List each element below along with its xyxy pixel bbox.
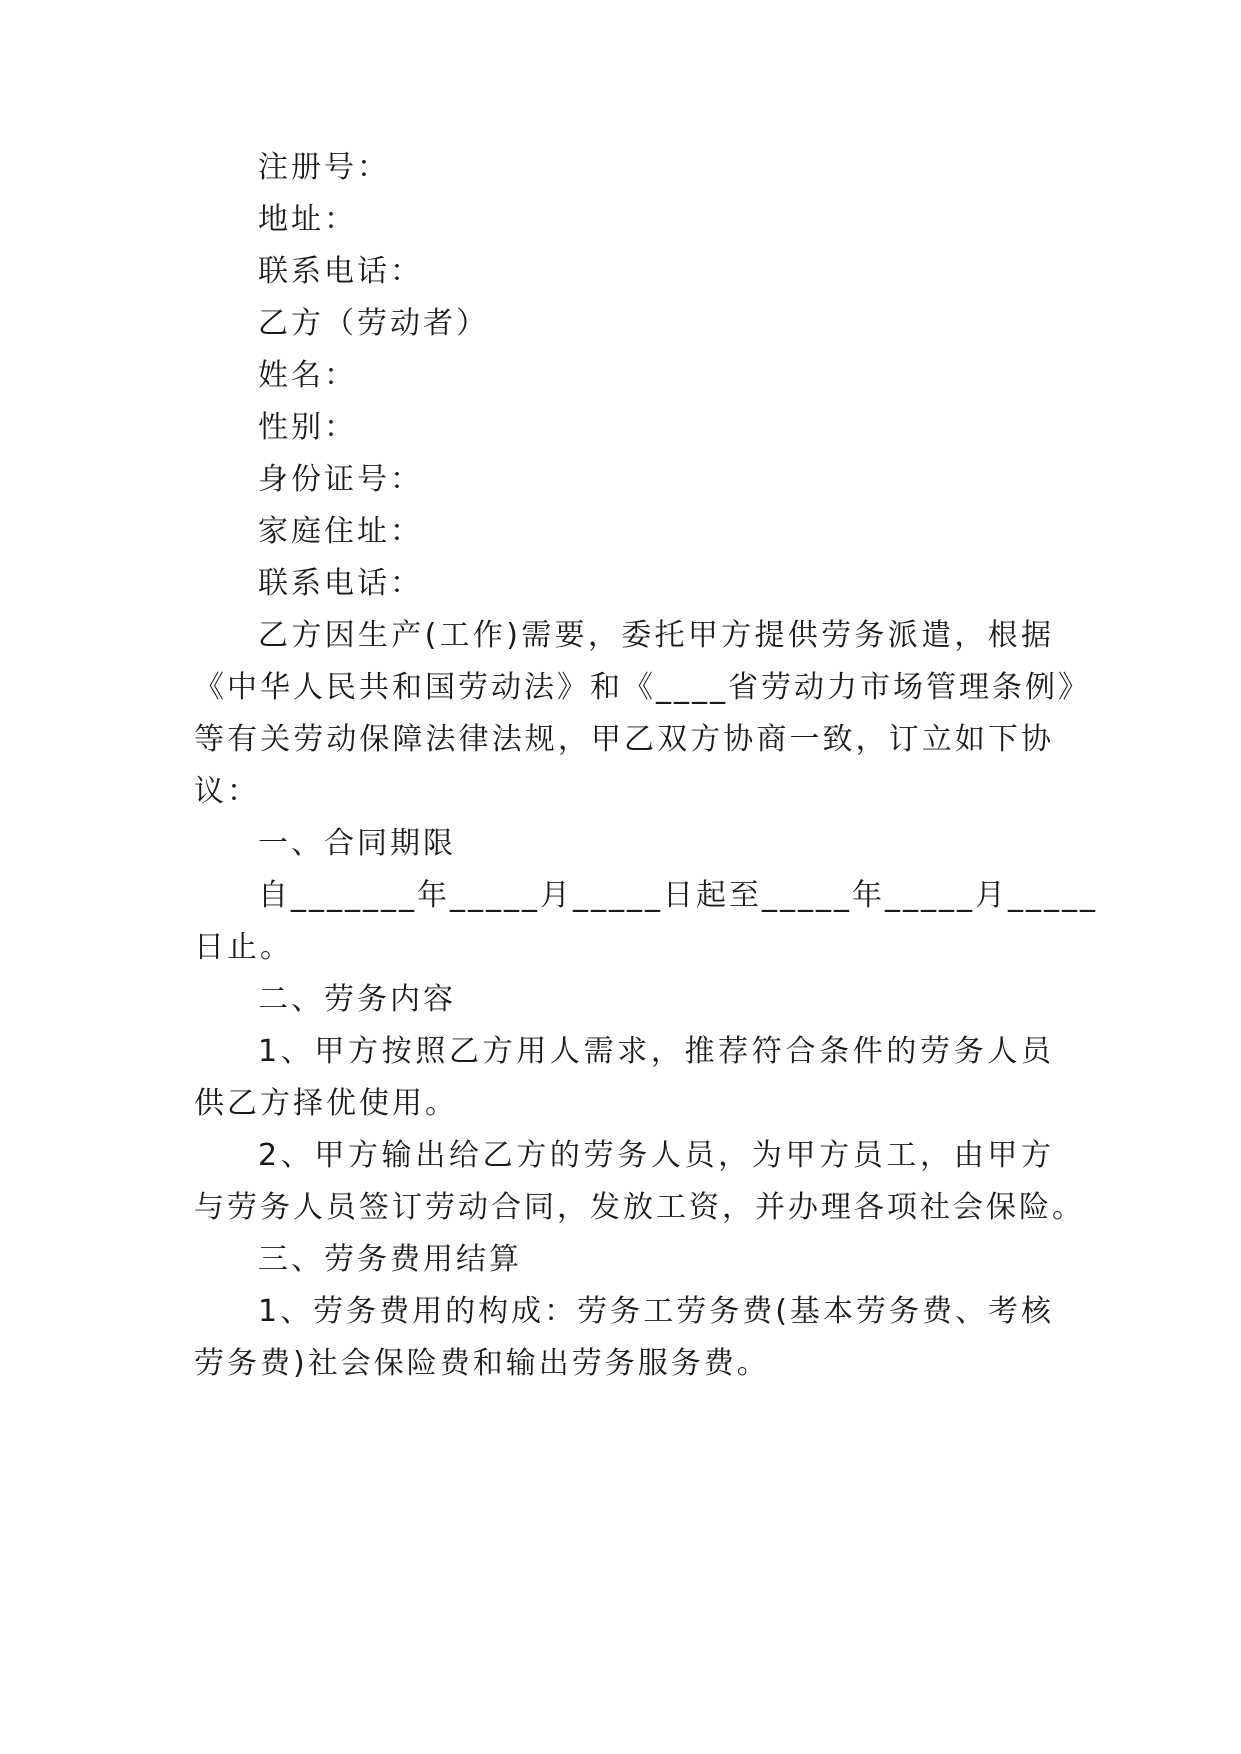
section-2-item-2-line-2: 与劳务人员签订劳动合同，发放工资，并办理各项社会保险。 bbox=[194, 1190, 1085, 1225]
contract-term-line-1: 自_______年_____月_____日起至_____年_____月_____ bbox=[258, 878, 1098, 913]
section-2-item-1-line-1: 1、甲方按照乙方用人需求，推荐符合条件的劳务人员 bbox=[258, 1034, 1054, 1069]
intro-paragraph-line-2: 《中华人民共和国劳动法》和《____省劳动力市场管理条例》 bbox=[194, 670, 1091, 705]
gender-field: 性别： bbox=[258, 410, 357, 445]
phone-field: 联系电话： bbox=[258, 254, 423, 289]
section-3-title: 三、劳务费用结算 bbox=[258, 1242, 522, 1277]
section-3-item-1-line-2: 劳务费)社会保险费和输出劳务服务费。 bbox=[194, 1346, 770, 1381]
section-2-item-1-line-2: 供乙方择优使用。 bbox=[194, 1086, 458, 1121]
section-2-title: 二、劳务内容 bbox=[258, 982, 456, 1017]
registration-number-field: 注册号： bbox=[258, 150, 390, 185]
contract-term-line-2: 日止。 bbox=[194, 930, 293, 965]
section-3-item-1-line-1: 1、劳务费用的构成：劳务工劳务费(基本劳务费、考核 bbox=[258, 1294, 1054, 1329]
address-field: 地址： bbox=[258, 202, 357, 237]
intro-paragraph-line-3: 等有关劳动保障法律法规，甲乙双方协商一致，订立如下协 bbox=[194, 722, 1054, 757]
name-field: 姓名： bbox=[258, 358, 357, 393]
section-2-item-2-line-1: 2、甲方输出给乙方的劳务人员，为甲方员工，由甲方 bbox=[258, 1138, 1054, 1173]
party-b-heading: 乙方（劳动者） bbox=[258, 306, 489, 341]
section-1-title: 一、合同期限 bbox=[258, 826, 456, 861]
id-number-field: 身份证号： bbox=[258, 462, 423, 497]
party-b-phone-field: 联系电话： bbox=[258, 566, 423, 601]
intro-paragraph-line-1: 乙方因生产(工作)需要，委托甲方提供劳务派遣，根据 bbox=[258, 618, 1054, 653]
intro-paragraph-line-4: 议： bbox=[194, 774, 260, 809]
home-address-field: 家庭住址： bbox=[258, 514, 423, 549]
